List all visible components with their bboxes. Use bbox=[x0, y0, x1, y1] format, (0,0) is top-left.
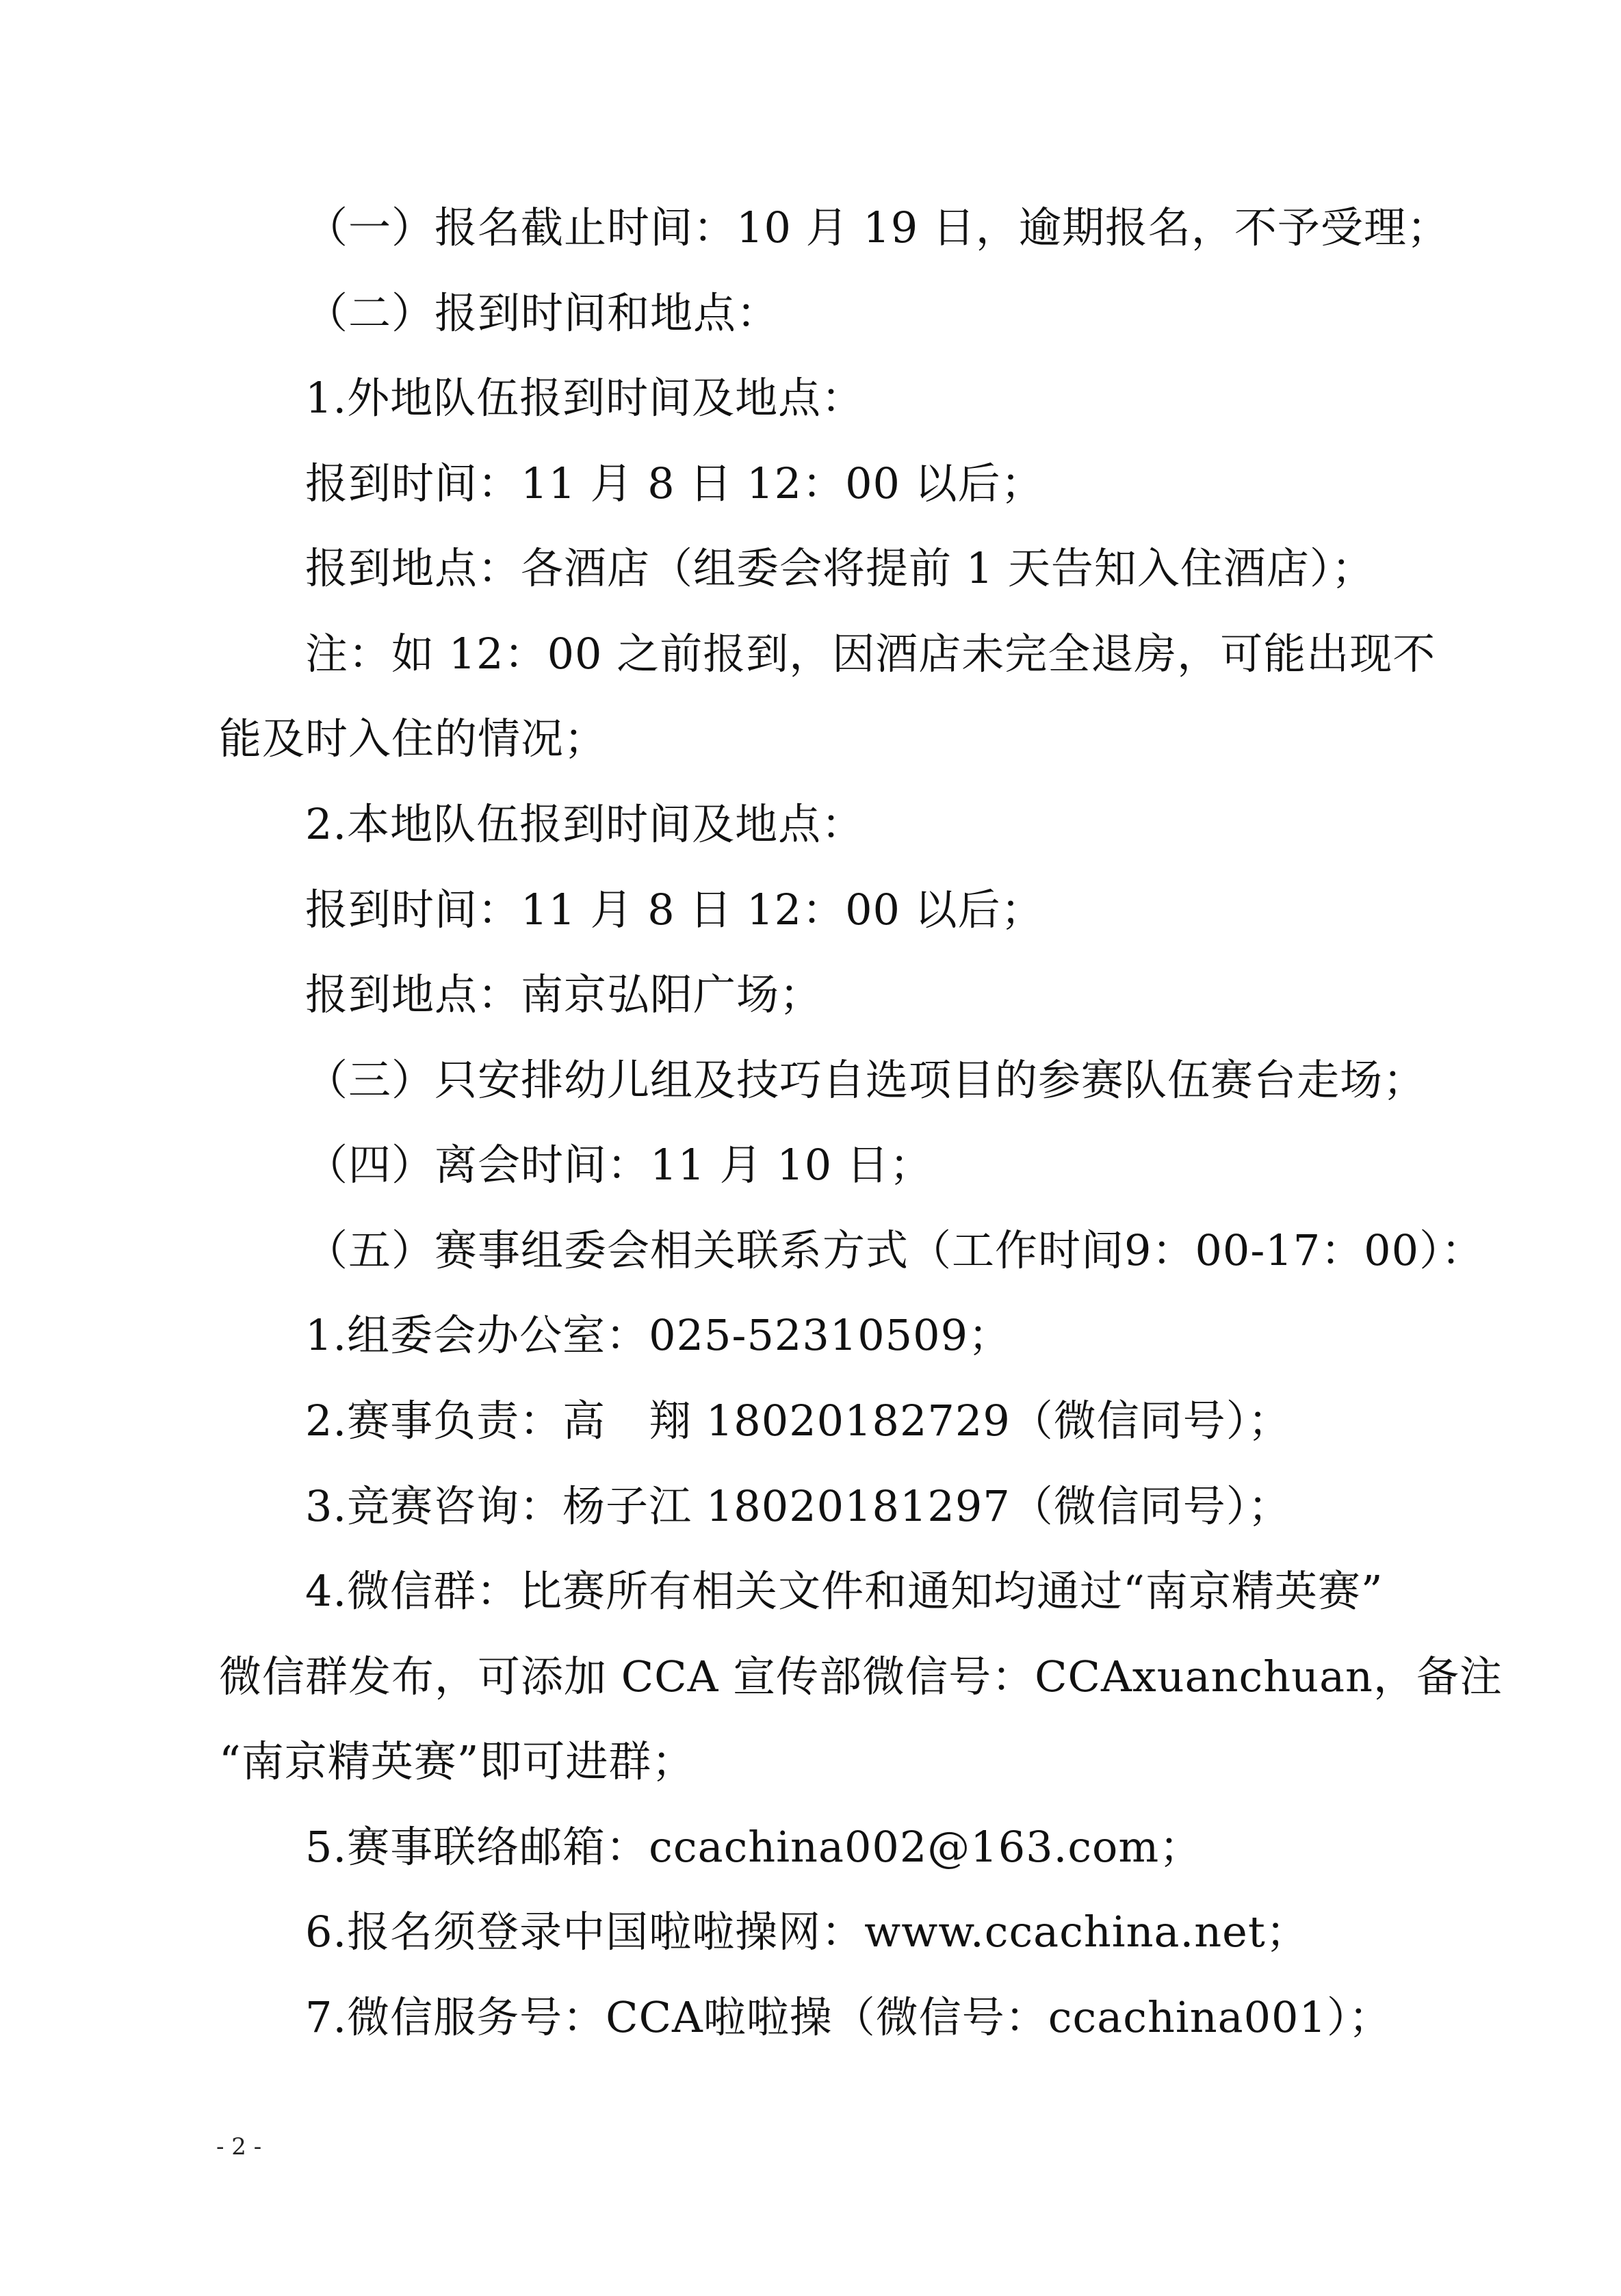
paragraph-note-line-2: 能及时入住的情况； bbox=[219, 714, 608, 764]
paragraph-contact-office: 1.组委会办公室：025-52310509； bbox=[305, 1310, 1012, 1360]
paragraph-registration-deadline: （一）报名截止时间：10 月 19 日，逾期报名，不予受理； bbox=[305, 203, 1450, 252]
page-number: - 2 - bbox=[216, 2133, 262, 2161]
paragraph-local-location: 报到地点：南京弘阳广场； bbox=[305, 969, 823, 1019]
paragraph-out-of-town-time: 报到时间：11 月 8 日 12：00 以后； bbox=[305, 458, 1044, 508]
paragraph-wechat-group-line-3: “南京精英赛”即可进群； bbox=[219, 1736, 695, 1786]
paragraph-contact-email: 5.赛事联络邮箱：ccachina002@163.com； bbox=[305, 1822, 1203, 1872]
paragraph-out-of-town-teams: 1.外地队伍报到时间及地点： bbox=[305, 373, 865, 423]
paragraph-registration-website: 6.报名须登录中国啦啦操网：www.ccachina.net； bbox=[305, 1907, 1309, 1957]
paragraph-wechat-group-line-1: 4.微信群：比赛所有相关文件和通知均通过“南京精英赛” bbox=[305, 1566, 1384, 1616]
paragraph-note-line-1: 注：如 12：00 之前报到，因酒店未完全退房，可能出现不 bbox=[305, 629, 1436, 679]
paragraph-contact-event-lead: 2.赛事负责：高 翔 18020182729（微信同号）； bbox=[305, 1396, 1291, 1446]
paragraph-local-teams: 2.本地队伍报到时间及地点： bbox=[305, 799, 865, 849]
paragraph-contact-competition-inquiry: 3.竞赛咨询：杨子江 18020181297（微信同号）； bbox=[305, 1481, 1291, 1531]
paragraph-departure-time: （四）离会时间：11 月 10 日； bbox=[305, 1140, 933, 1190]
paragraph-wechat-service-account: 7.微信服务号：CCA啦啦操（微信号：ccachina001）； bbox=[305, 1992, 1392, 2042]
paragraph-wechat-group-line-2: 微信群发布，可添加 CCA 宣传部微信号：CCAxuanchuan，备注 bbox=[219, 1652, 1503, 1701]
paragraph-stage-walkthrough: （三）只安排幼儿组及技巧自选项目的参赛队伍赛台走场； bbox=[305, 1055, 1427, 1105]
paragraph-contact-heading: （五）赛事组委会相关联系方式（工作时间9：00-17：00）： bbox=[305, 1225, 1485, 1275]
paragraph-out-of-town-location: 报到地点：各酒店（组委会将提前 1 天告知入住酒店）； bbox=[305, 543, 1375, 593]
paragraph-local-time: 报到时间：11 月 8 日 12：00 以后； bbox=[305, 885, 1044, 935]
paragraph-check-in-heading: （二）报到时间和地点： bbox=[305, 288, 780, 338]
